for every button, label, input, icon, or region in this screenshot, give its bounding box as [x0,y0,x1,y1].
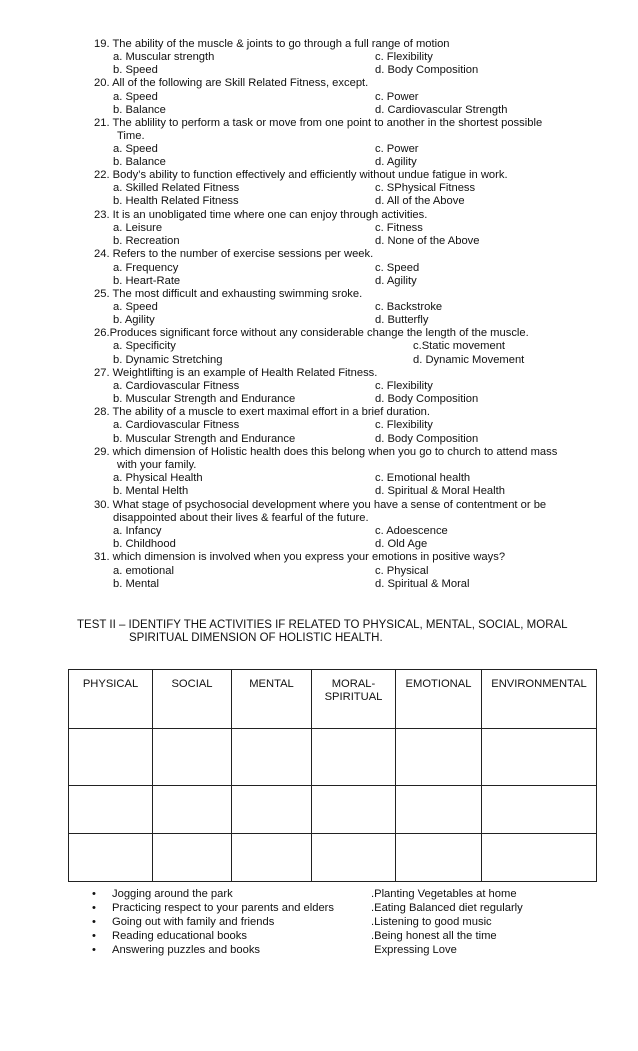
question-29-stem: 29. which dimension of Holistic health does this belong when you go to church to attend mass [94,446,558,458]
question-21-stem: 21. The ablility to perform a task or move from one point to another in the shortest possible [94,117,543,129]
table-cell[interactable] [232,786,312,834]
question-29-option-d: d. Spiritual & Moral Health [375,485,505,497]
question-19-option-b: b. Speed [113,64,158,76]
question-30-option-c: c. Adoescence [375,525,448,537]
table-cell[interactable] [396,786,482,834]
table-row [69,786,597,834]
question-22-option-b: b. Health Related Fitness [113,195,239,207]
table-cell[interactable] [396,834,482,882]
activity-left: Jogging around the park [112,888,233,900]
question-30-stem-continued: disappointed about their lives & fearful of the future. [113,512,369,524]
question-27-option-b: b. Muscular Strength and Endurance [113,393,296,405]
question-23-option-b: b. Recreation [113,235,180,247]
table-cell[interactable] [312,729,396,786]
activities-list [92,887,552,957]
list-item [92,943,552,957]
question-23-option-c: c. Fitness [375,222,423,234]
question-22-option-a: a. Skilled Related Fitness [113,182,240,194]
question-20-stem: 20. All of the following are Skill Related Fitness, except. [94,77,369,89]
question-27-option-a: a. Cardiovascular Fitness [113,380,240,392]
question-20-option-b: b. Balance [113,104,166,116]
question-28-option-d: d. Body Composition [375,433,479,445]
bullet-icon: • [92,888,96,900]
question-22-stem: 22. Body’s ability to function effectively and efficiently without undue fatigue in work. [94,169,508,181]
header-moral-spiritual: MORAL- SPIRITUAL [312,670,396,729]
question-25-option-c: c. Backstroke [375,301,443,313]
header-environmental: ENVIRONMENTAL [482,670,597,729]
question-26-stem: 26.Produces significant force without any considerable change the length of the muscle. [94,327,529,339]
question-24-stem: 24. Refers to the number of exercise sessions per week. [94,248,374,260]
list-item [92,929,552,943]
header-social: SOCIAL [153,670,232,729]
question-31-option-b: b. Mental [113,578,160,590]
table-cell[interactable] [482,729,597,786]
table-cell[interactable] [396,729,482,786]
question-28-option-b: b. Muscular Strength and Endurance [113,433,296,445]
question-25-option-b: b. Agility [113,314,155,326]
activity-left: Reading educational books [112,930,247,942]
question-23-stem: 23. It is an unobligated time where one can enjoy through activities. [94,209,428,221]
table-cell[interactable] [69,786,153,834]
question-28-stem: 28. The ability of a muscle to exert maximal effort in a brief duration. [94,406,431,418]
question-19-option-a: a. Muscular strength [113,51,215,63]
question-23-option-d: d. None of the Above [375,235,480,247]
question-31-option-d: d. Spiritual & Moral [375,578,470,590]
activity-right: .Eating Balanced diet regularly [371,902,523,914]
question-27-option-c: c. Flexibility [375,380,433,392]
table-cell[interactable] [232,834,312,882]
table-cell[interactable] [482,834,597,882]
question-30-option-b: b. Childhood [113,538,176,550]
question-24-option-c: c. Speed [375,262,420,274]
table-row [69,729,597,786]
bullet-icon: • [92,916,96,928]
bullet-icon: • [92,902,96,914]
activity-left: Answering puzzles and books [112,944,261,956]
question-24-option-b: b. Heart-Rate [113,275,181,287]
question-26-option-c: c.Static movement [413,340,506,352]
test-2-title: TEST II – IDENTIFY THE ACTIVITIES IF RELATED TO PHYSICAL, MENTAL, SOCIAL, MORAL [77,619,568,631]
activity-right: Expressing Love [371,944,457,956]
activity-left: Going out with family and friends [112,916,275,928]
question-20-option-a: a. Speed [113,91,158,103]
header-physical: PHYSICAL [69,670,153,729]
table-cell[interactable] [153,834,232,882]
table-header-row [69,670,597,729]
question-29-option-a: a. Physical Health [113,472,203,484]
question-29-stem-continued: with your family. [117,459,197,471]
question-31-stem: 31. which dimension is involved when you express your emotions in positive ways? [94,551,506,563]
question-24-option-a: a. Frequency [113,262,179,274]
question-19-option-c: c. Flexibility [375,51,433,63]
question-24-option-d: d. Agility [375,275,417,287]
question-30-option-a: a. Infancy [113,525,162,537]
question-19-stem: 19. The ability of the muscle & joints to go through a full range of motion [94,38,450,50]
question-27-option-d: d. Body Composition [375,393,479,405]
activity-left: Practicing respect to your parents and elders [112,902,335,914]
question-31-option-a: a. emotional [113,565,174,577]
activity-right: .Being honest all the time [371,930,497,942]
question-26-option-b: b. Dynamic Stretching [113,354,223,366]
question-26-option-a: a. Specificity [113,340,176,352]
question-28-option-c: c. Flexibility [375,419,433,431]
question-30-option-d: d. Old Age [375,538,428,550]
question-21-option-b: b. Balance [113,156,166,168]
question-22-option-d: d. All of the Above [375,195,465,207]
question-25-stem: 25. The most difficult and exhausting swimming sroke. [94,288,363,300]
question-23-option-a: a. Leisure [113,222,163,234]
table-cell[interactable] [482,786,597,834]
table-row [69,834,597,882]
table-cell[interactable] [232,729,312,786]
table-cell[interactable] [69,834,153,882]
question-28-option-a: a. Cardiovascular Fitness [113,419,240,431]
question-21-option-a: a. Speed [113,143,158,155]
question-21-option-c: c. Power [375,143,419,155]
dimension-table [68,669,597,882]
activity-right: .Planting Vegetables at home [371,888,517,900]
question-26-option-d: d. Dynamic Movement [413,354,525,366]
table-cell[interactable] [153,786,232,834]
test-2-title-continued: SPIRITUAL DIMENSION OF HOLISTIC HEALTH. [129,632,383,644]
question-31-option-c: c. Physical [375,565,429,577]
header-emotional: EMOTIONAL [396,670,482,729]
header-mental: MENTAL [232,670,312,729]
table-cell[interactable] [312,834,396,882]
question-25-option-a: a. Speed [113,301,158,313]
table-cell[interactable] [153,729,232,786]
question-20-option-d: d. Cardiovascular Strength [375,104,508,116]
question-29-option-c: c. Emotional health [375,472,471,484]
question-27-stem: 27. Weightlifting is an example of Health Related Fitness. [94,367,378,379]
question-19-option-d: d. Body Composition [375,64,479,76]
bullet-icon: • [92,930,96,942]
question-30-stem: 30. What stage of psychosocial development where you have a sense of contentment or be [94,499,547,511]
bullet-icon: • [92,944,96,956]
list-item [92,887,552,901]
question-22-option-c: c. SPhysical Fitness [375,182,476,194]
question-21-option-d: d. Agility [375,156,417,168]
question-20-option-c: c. Power [375,91,419,103]
table-cell[interactable] [69,729,153,786]
table-cell[interactable] [312,786,396,834]
list-item [92,915,552,929]
activity-right: .Listening to good music [371,916,492,928]
question-25-option-d: d. Butterfly [375,314,429,326]
list-item [92,901,552,915]
question-21-stem-continued: Time. [117,130,145,142]
question-29-option-b: b. Mental Helth [113,485,189,497]
